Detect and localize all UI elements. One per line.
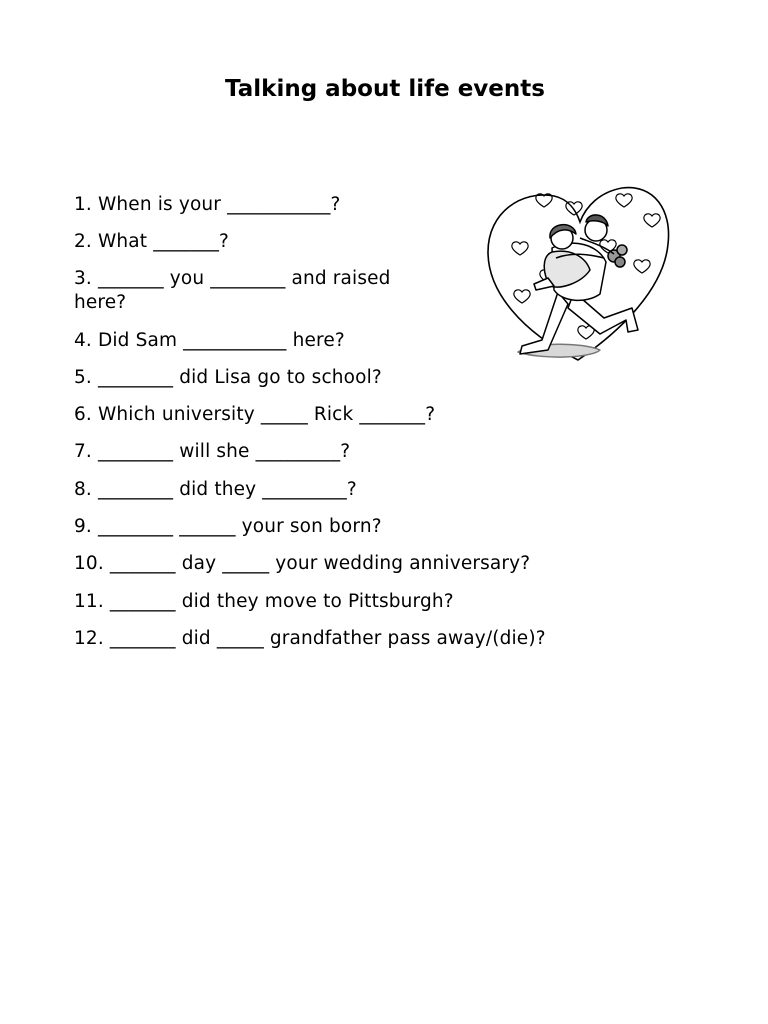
- question-2: 2. What _______?: [74, 231, 229, 252]
- question-3-line-1: 3. _______ you ________ and raised: [74, 268, 391, 289]
- question-4: 4. Did Sam ___________ here?: [74, 330, 345, 351]
- question-11: 11. _______ did they move to Pittsburgh?: [74, 591, 454, 612]
- question-5: 5. ________ did Lisa go to school?: [74, 367, 382, 388]
- question-1: 1. When is your ___________?: [74, 194, 341, 215]
- question-12: 12. _______ did _____ grandfather pass away/(die)?: [74, 628, 546, 649]
- page-title: Talking about life events: [225, 76, 545, 102]
- question-3: [74, 267, 474, 315]
- question-8: 8. ________ did they _________?: [74, 479, 357, 500]
- couple-in-heart-illustration: [482, 182, 674, 364]
- question-10: 10. _______ day _____ your wedding anniversary?: [74, 553, 531, 574]
- question-6: 6. Which university _____ Rick _______?: [74, 404, 436, 425]
- question-3-line-2: here?: [74, 292, 127, 313]
- question-7: 7. ________ will she _________?: [74, 441, 351, 462]
- question-9: 9. ________ ______ your son born?: [74, 516, 382, 537]
